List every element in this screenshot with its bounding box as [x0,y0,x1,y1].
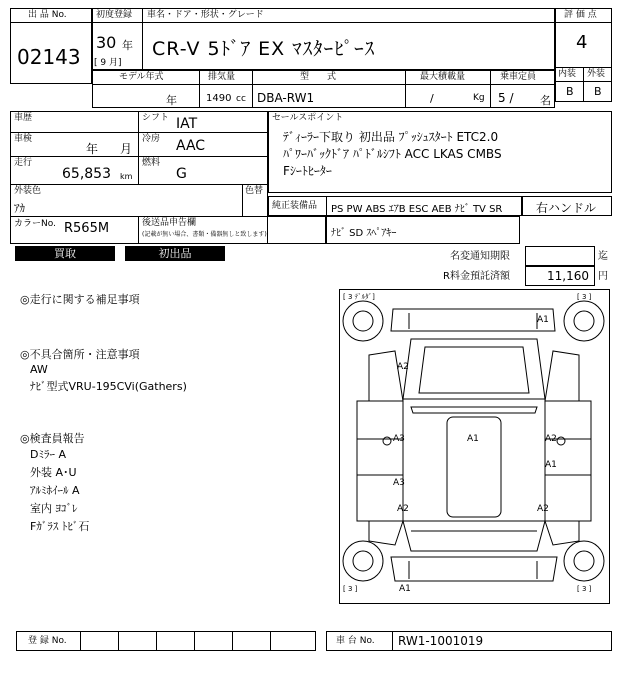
mark-left-fender: A2 [397,362,409,372]
driving-remarks-title: ◎走行に関する補足事項 [20,293,140,306]
capacity-unit: 名 [540,94,551,107]
wheel-rear-left [343,541,383,581]
exterior-grade: B [594,85,602,98]
mark-front-bumper: A1 [537,315,549,325]
recycle-unit: 円 [598,271,608,282]
score-label: 評 価 点 [564,10,597,20]
mark-left-rear-door: A3 [393,478,405,488]
shift-value: IAT [176,116,198,132]
exterior-color-value: ｱｶ [14,202,25,215]
mileage-unit: km [120,172,133,181]
displacement-unit: cc [236,94,246,104]
inspector-line-2: 外装 A･U [30,466,77,479]
mileage-label: 走行 [14,158,33,168]
sales-point-line-3: Fｼｰﾄﾋｰﾀｰ [283,164,332,178]
corner-label-tl: [ 3 ﾃﾞﾙﾀﾞ] [343,293,375,301]
change-notice-box [525,246,595,266]
reg-year-unit: 年 [122,39,133,52]
defect-line-2: ﾅﾋﾞ型式VRU-195CVi(Gathers) [30,380,187,393]
history-label: 車歴 [14,113,33,123]
capacity-label: 乗車定員 [500,72,537,82]
color-change-label: 色替 [245,186,264,196]
sales-points-label: セールスポイント [272,113,344,123]
retrofit-note: (記載が無い場合、書類・備器無しと致します) [142,231,267,238]
car-damage-diagram [339,289,610,604]
exterior-label: 外装 [587,69,606,79]
model-label: 車名・ドア・形状・グレード [147,10,264,20]
max-load-label: 最大積載量 [420,72,466,82]
exterior-color-label: 外装色 [14,186,42,196]
recycle-label: R料金預託済額 [443,271,510,282]
inspection-label: 車検 [14,134,33,144]
recycle-value: 11,160 [547,269,589,283]
model-year-label: モデル年式 [119,72,164,82]
type-value: DBA-RW1 [257,91,315,105]
equipment-value: PS PW ABS ｴｱB ESC AEB ﾅﾋﾞ TV SR [331,204,503,215]
ac-label: 冷房 [142,134,161,144]
lot-label: 出 品 No. [28,10,67,20]
lot-number: 02143 [17,45,81,69]
left-side-panels [357,351,403,545]
color-no-value: R565M [64,221,110,236]
handle-value: 右ハンドル [536,201,597,215]
shift-label: シフト [142,113,170,123]
reg-no-label: 登 録 No. [28,636,67,646]
chassis-value: RW1-1001019 [398,634,484,648]
corner-label-br: [ 3 ] [577,585,592,593]
change-notice-unit: 迄 [598,251,608,262]
car-body [403,339,545,551]
mark-left-quarter: A2 [397,504,409,514]
buy-bar: 買取 [15,246,115,261]
mark-left-front-door: A3 [393,434,405,444]
equipment-label: 純正装備品 [272,201,318,211]
inspector-line-5: Fｶﾞﾗｽ ﾄﾋﾞ石 [30,520,90,533]
mileage-value: 65,853 [62,166,111,182]
mark-right-quarter: A2 [537,504,549,514]
score-value: 4 [576,32,588,53]
max-load-value: / [430,92,434,105]
sales-point-line-1: ﾃﾞｨｰﾗｰ下取り 初出品 ﾌﾟｯｼｭｽﾀｰﾄ ETC2.0 [283,130,499,144]
first-listing-bar: 初出品 [125,246,225,261]
defect-line-1: AW [30,363,48,376]
displacement-label: 排気量 [208,72,236,82]
mark-right-front-door: A2 [545,434,557,444]
inspection-year: 年 [86,142,99,156]
corner-label-bl: [ 3 ] [343,585,358,593]
max-load-unit: Kg [473,93,485,103]
color-no-label: カラーNo. [14,219,56,229]
chassis-label: 車 台 No. [336,636,375,646]
wheel-front-left [343,301,383,341]
fuel-label: 燃料 [142,158,161,168]
interior-grade: B [566,85,574,98]
model-year-value: 年 [166,94,177,107]
sales-point-line-2: ﾊﾟﾜｰﾊﾞｯｸﾄﾞｱ ﾊﾟﾄﾞﾙｼﾌﾄ ACC LKAS CMBS [283,147,502,161]
wheel-front-right [564,301,604,341]
inspection-month: 月 [120,142,133,156]
reg-year: 30 [96,33,117,52]
inspector-line-3: ｱﾙﾐﾎｲｰﾙ A [30,484,80,497]
ac-value: AAC [176,138,206,154]
inspector-line-1: Dﾐﾗｰ A [30,448,66,461]
type-label: 型 式 [300,72,337,82]
mark-right-rear-door: A1 [545,460,557,470]
retrofit-label: 後送品申告欄 [142,218,197,228]
mark-roof: A1 [467,434,479,444]
inspector-title: ◎検査員報告 [20,432,85,445]
first-reg-label: 初度登録 [96,10,133,20]
corner-label-tr: [ 3 ] [577,293,592,301]
retrofit-value: ﾅﾋﾞ SD ｽﾍﾟｱｷｰ [331,228,397,239]
inspector-line-4: 室内 ﾖｺﾞﾚ [30,502,78,515]
capacity-value: 5 / [498,91,514,105]
change-notice-label: 名変通知期限 [450,251,510,262]
wheel-rear-right [564,541,604,581]
front-bumper [391,309,555,331]
rear-bumper [391,557,557,581]
mark-rear-bumper: A1 [399,584,411,594]
displacement-value: 1490 [206,93,232,104]
defect-title: ◎不具合箇所・注意事項 [20,348,140,361]
model-name: CR-V 5ﾄﾞｱ EX ﾏｽﾀｰﾋﾟｰｽ [152,38,376,60]
reg-month: [ 9 月] [94,58,122,68]
right-side-panels [545,351,591,545]
fuel-value: G [176,166,187,182]
interior-label: 内装 [558,69,577,79]
